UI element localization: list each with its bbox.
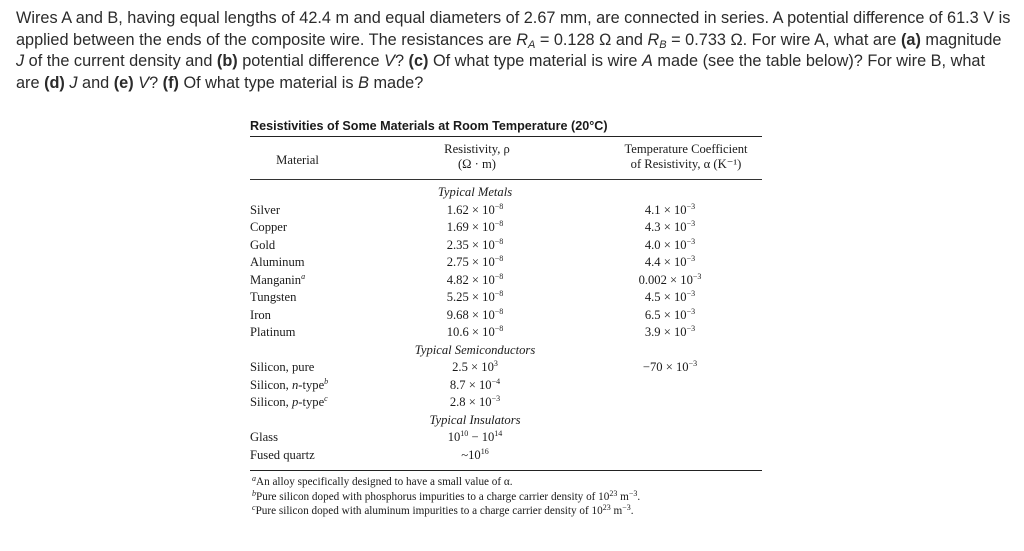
tc-exponent: −3 bbox=[686, 289, 696, 298]
table-footnotes bbox=[250, 471, 762, 519]
resistivity-exponent: −8 bbox=[494, 254, 504, 263]
resistivity-exponent: −8 bbox=[494, 236, 504, 246]
resistivity-value bbox=[400, 307, 550, 325]
temp-coefficient-value bbox=[605, 272, 735, 290]
tc-mantissa: −70 × 10 bbox=[642, 360, 689, 374]
temp-coefficient-value bbox=[605, 359, 735, 377]
problem-text: of the current density and bbox=[24, 52, 217, 70]
resistivity-mantissa: 1.62 × 10 bbox=[446, 202, 495, 217]
tc-mantissa: 6.5 × 10 bbox=[644, 307, 687, 322]
category-insulators: Typical Insulators bbox=[429, 412, 521, 427]
table-header bbox=[250, 137, 762, 179]
tc-exponent: −3 bbox=[686, 306, 696, 316]
material-name-tail: -type bbox=[298, 377, 325, 392]
tc-exponent: −3 bbox=[686, 324, 696, 333]
ra-value: = 0.128 Ω and bbox=[535, 30, 648, 49]
footnote-marker: c bbox=[324, 394, 328, 403]
resistivity-mantissa: 8.7 × 10 bbox=[449, 377, 492, 392]
doping-type: p bbox=[291, 395, 299, 409]
resistivity-value bbox=[400, 219, 550, 237]
table-body bbox=[250, 180, 762, 470]
j-symbol: J bbox=[69, 73, 78, 92]
footnote-exponent: −3 bbox=[628, 488, 638, 498]
part-f-text: Of what type material is bbox=[178, 73, 359, 92]
footnote-text: m bbox=[617, 490, 629, 503]
resistivity-mantissa: 4.82 × 10 bbox=[446, 272, 495, 287]
table-row bbox=[250, 254, 762, 272]
resistivity-exponent: −4 bbox=[491, 376, 501, 386]
resistivity-mantissa: 2.35 × 10 bbox=[446, 237, 495, 252]
header-resistivity-line1: Resistivity, ρ bbox=[444, 142, 510, 156]
tc-mantissa: 4.5 × 10 bbox=[644, 290, 687, 304]
material-name: Silicon, pure bbox=[250, 360, 315, 374]
part-a-label: (a) bbox=[900, 30, 921, 49]
material-name: Copper bbox=[250, 220, 288, 234]
ra-subscript: A bbox=[527, 38, 536, 51]
header-temp-line1: Temperature Coefficient bbox=[624, 142, 748, 156]
part-c-text: Of what type material is wire bbox=[428, 52, 642, 70]
footnote-text: An alloy specifically designed to have a small value of α. bbox=[256, 476, 513, 488]
part-e-label: (e) bbox=[113, 73, 134, 92]
table-row bbox=[250, 289, 762, 307]
footnote-marker: c bbox=[252, 503, 256, 512]
tc-exponent: −3 bbox=[686, 254, 696, 263]
resistivity-exponent: −8 bbox=[494, 324, 504, 333]
footnote-text: Pure silicon doped with phosphorus impurities to a charge carrier density of 10 bbox=[256, 490, 610, 503]
material-name-text: Silicon, bbox=[250, 395, 292, 409]
category-row bbox=[250, 184, 762, 202]
material-name: Gold bbox=[250, 237, 276, 252]
tc-exponent: −3 bbox=[688, 359, 698, 368]
footnote-b bbox=[252, 490, 762, 505]
problem-text: ? bbox=[394, 52, 409, 70]
part-f-label: (f) bbox=[162, 73, 179, 92]
material-name bbox=[250, 394, 328, 412]
resistivity-value bbox=[400, 377, 550, 395]
resistivity-exponent: 3 bbox=[493, 359, 498, 368]
resistivity-exponent: −3 bbox=[491, 394, 501, 403]
problem-text: made? bbox=[368, 73, 424, 92]
material-name-tail: -type bbox=[298, 395, 325, 409]
table-row bbox=[250, 394, 762, 412]
tc-exponent: −3 bbox=[686, 236, 696, 246]
tc-mantissa: 4.0 × 10 bbox=[644, 237, 687, 252]
material-name: Silver bbox=[250, 202, 281, 217]
resistivity-mantissa: 10.6 × 10 bbox=[446, 325, 495, 339]
resistivity-value bbox=[400, 237, 550, 255]
problem-statement bbox=[16, 8, 1012, 94]
resistivity-exponent: −8 bbox=[494, 306, 504, 316]
tc-exponent: −3 bbox=[692, 271, 702, 281]
tc-mantissa: 4.3 × 10 bbox=[644, 220, 687, 234]
temp-coefficient-value bbox=[605, 237, 735, 255]
resistivity-exponent: −8 bbox=[494, 201, 504, 211]
resistivity-exponent: −8 bbox=[494, 271, 504, 281]
tc-mantissa: 0.002 × 10 bbox=[638, 272, 693, 287]
material-name: Glass bbox=[250, 430, 278, 444]
footnote-exponent: 23 bbox=[602, 503, 611, 512]
resistivity-value bbox=[400, 202, 550, 220]
resistivity-mantissa: 2.5 × 10 bbox=[452, 360, 494, 374]
resistivity-mantissa: 2.75 × 10 bbox=[446, 255, 495, 269]
table-row bbox=[250, 219, 762, 237]
resistivity-mantissa: 1.69 × 10 bbox=[446, 220, 495, 234]
footnote-text: m bbox=[610, 505, 623, 517]
temp-coefficient-value bbox=[605, 202, 735, 220]
header-material: Material bbox=[276, 153, 319, 167]
header-resistivity-line2: (Ω · m) bbox=[457, 157, 497, 171]
v-symbol: V bbox=[138, 73, 150, 92]
category-semiconductors: Typical Semiconductors bbox=[414, 342, 536, 357]
material-name bbox=[250, 272, 305, 290]
table-row bbox=[250, 429, 762, 447]
resistivity-exponent: 16 bbox=[480, 446, 489, 456]
tc-mantissa: 4.1 × 10 bbox=[644, 202, 687, 217]
material-name: Tungsten bbox=[250, 290, 297, 304]
resistivity-value bbox=[400, 359, 550, 377]
table-title: Resistivities of Some Materials at Room Temperature (20°C) bbox=[250, 119, 608, 133]
rb-symbol: R bbox=[647, 30, 660, 49]
material-name bbox=[250, 377, 328, 395]
tc-mantissa: 4.4 × 10 bbox=[644, 255, 687, 269]
footnote-marker: b bbox=[252, 488, 256, 498]
footnote-exponent: 23 bbox=[609, 488, 618, 498]
resistivity-mantissa: 9.68 × 10 bbox=[446, 307, 495, 322]
tc-exponent: −3 bbox=[686, 219, 696, 228]
resistivity-value bbox=[400, 254, 550, 272]
temp-coefficient-value bbox=[605, 289, 735, 307]
resistivity-value bbox=[400, 394, 550, 412]
category-metals: Typical Metals bbox=[437, 185, 513, 199]
temp-coefficient-value bbox=[605, 307, 735, 325]
resistivity-exponent: 10 bbox=[460, 429, 469, 438]
footnote-a bbox=[252, 475, 762, 490]
table-row bbox=[250, 447, 762, 465]
resistivity-exponent: −8 bbox=[494, 219, 504, 228]
table-row bbox=[250, 237, 762, 255]
part-c-label: (c) bbox=[408, 52, 429, 70]
footnote-exponent: −3 bbox=[622, 503, 631, 512]
material-name-text: Silicon, bbox=[250, 377, 292, 392]
problem-text: ? bbox=[149, 73, 163, 92]
footnote-text: . bbox=[630, 505, 634, 517]
resistivity-exponent: −8 bbox=[494, 289, 504, 298]
tc-exponent: −3 bbox=[686, 201, 696, 211]
table-row bbox=[250, 359, 762, 377]
part-d-label: (d) bbox=[44, 73, 65, 92]
footnote-text: . bbox=[637, 490, 641, 503]
tc-mantissa: 3.9 × 10 bbox=[644, 325, 687, 339]
j-symbol: J bbox=[16, 52, 25, 70]
wire-b-symbol: B bbox=[358, 73, 369, 92]
rb-subscript: B bbox=[659, 38, 667, 51]
resistivity-value bbox=[400, 429, 550, 447]
table-row bbox=[250, 377, 762, 395]
temp-coefficient-value bbox=[605, 219, 735, 237]
material-name-text: Manganin bbox=[250, 272, 302, 287]
part-b-text: potential difference bbox=[237, 52, 385, 70]
resistivity-value bbox=[400, 447, 550, 465]
resistivity-value bbox=[400, 272, 550, 290]
footnote-marker: a bbox=[252, 474, 256, 483]
header-resistivity bbox=[412, 142, 542, 172]
resistivity-mantissa: 5.25 × 10 bbox=[446, 290, 495, 304]
footnote-c bbox=[252, 504, 762, 519]
category-row bbox=[250, 412, 762, 430]
resistivity-value bbox=[400, 324, 550, 342]
header-temp-line2: of Resistivity, α (K⁻¹) bbox=[630, 157, 742, 171]
material-name: Aluminum bbox=[250, 255, 305, 269]
problem-text: made (see the table below)? For wire B, what are bbox=[16, 52, 985, 92]
resistivity-mantissa: 10 bbox=[447, 430, 461, 444]
material-name: Iron bbox=[250, 307, 271, 322]
resistivity-exponent: 14 bbox=[494, 429, 503, 438]
category-row bbox=[250, 342, 762, 360]
temp-coefficient-value bbox=[605, 324, 735, 342]
header-temp-coefficient bbox=[606, 142, 766, 172]
problem-text: and bbox=[77, 73, 114, 92]
footnote-marker: b bbox=[324, 376, 329, 386]
doping-type: n bbox=[291, 377, 299, 392]
material-name: Platinum bbox=[250, 325, 296, 339]
problem-text: Wires A and B, having equal lengths of 42.4 m and equal diameters of 2.67 mm, are connected in series. A potential difference of 61.3 V is applied between the ends of the composite wire. The resistances are bbox=[16, 9, 1011, 49]
part-b-label: (b) bbox=[216, 52, 238, 70]
table-row bbox=[250, 307, 762, 325]
v-symbol: V bbox=[384, 52, 395, 70]
footnote-marker: a bbox=[301, 271, 306, 281]
part-a-text: magnitude bbox=[920, 30, 1002, 49]
wire-a-symbol: A bbox=[641, 52, 653, 70]
material-name: Fused quartz bbox=[250, 447, 315, 462]
temp-coefficient-value bbox=[605, 254, 735, 272]
resistivity-value bbox=[400, 289, 550, 307]
rb-value: = 0.733 Ω. For wire A, what are bbox=[666, 30, 901, 49]
resistivity-range-mid: − 10 bbox=[468, 430, 495, 444]
resistivity-mantissa: 2.8 × 10 bbox=[449, 395, 492, 409]
table-row bbox=[250, 272, 762, 290]
resistivity-table bbox=[250, 116, 762, 519]
ra-symbol: R bbox=[516, 30, 528, 49]
table-row bbox=[250, 202, 762, 220]
resistivity-mantissa: ~10 bbox=[461, 447, 481, 462]
footnote-text: Pure silicon doped with aluminum impurities to a charge carrier density of 10 bbox=[255, 505, 603, 517]
table-row bbox=[250, 324, 762, 342]
